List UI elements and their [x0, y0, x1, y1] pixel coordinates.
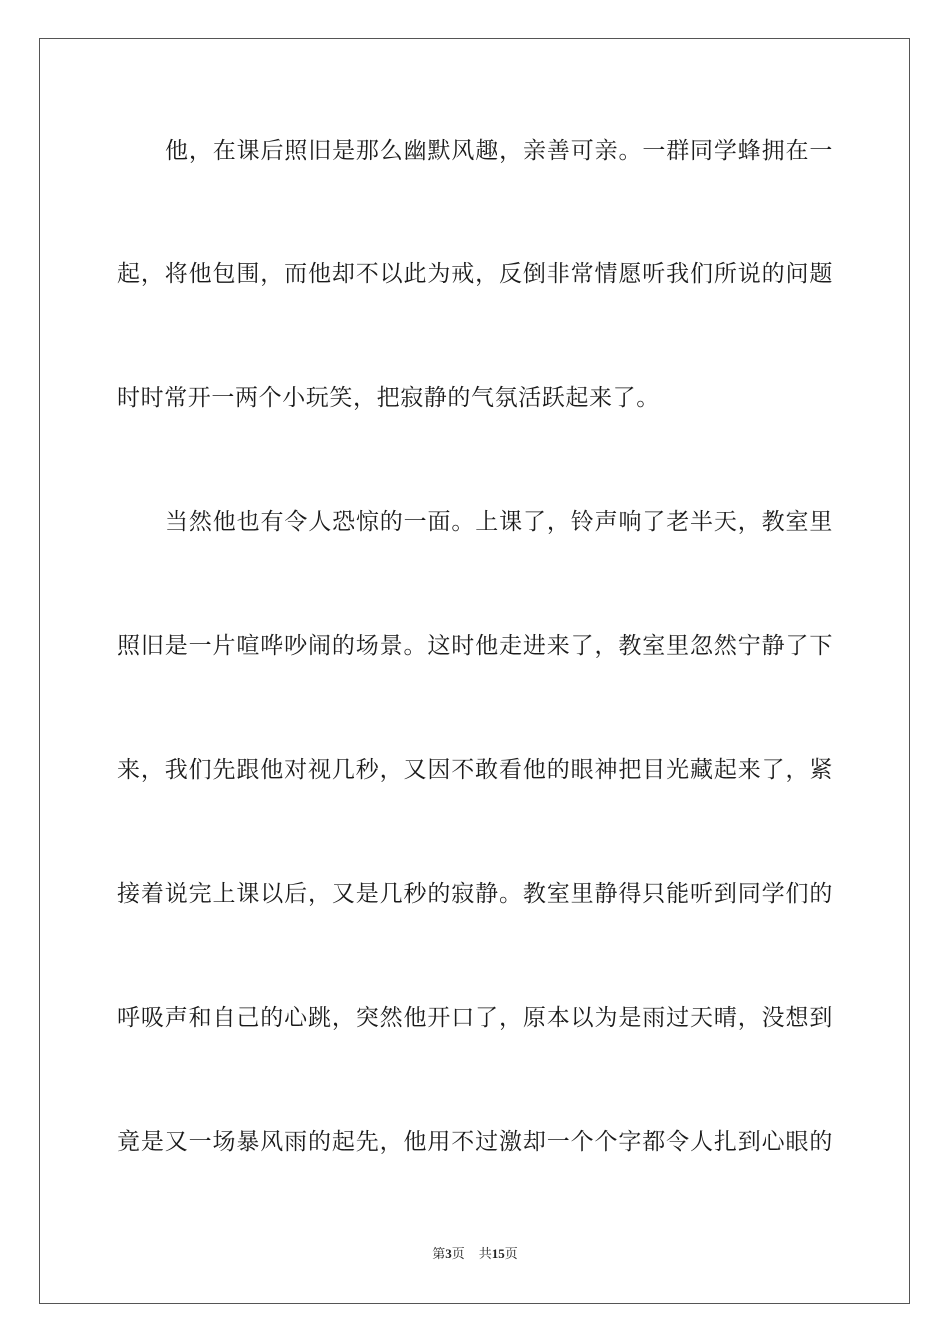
paragraph-1-line-2: 起，将他包围，而他却不以此为戒，反倒非常情愿听我们所说的问题 [117, 261, 833, 287]
total-pages: 15 [491, 1246, 505, 1261]
page-suffix: 页 [451, 1247, 465, 1262]
total-prefix: 共 [478, 1247, 492, 1262]
paragraph-2-line-6: 竟是又一场暴风雨的起先，他用不过激却一个个字都令人扎到心眼的 [117, 1129, 833, 1155]
page-footer [0, 1245, 950, 1264]
paragraph-2-line-5: 呼吸声和自己的心跳，突然他开口了，原本以为是雨过天晴，没想到 [117, 1005, 833, 1031]
paragraph-2-line-1: 当然他也有令人恐惊的一面。上课了，铃声响了老半天，教室里 [165, 509, 833, 535]
paragraph-2-line-3: 来，我们先跟他对视几秒，又因不敢看他的眼神把目光藏起来了，紧 [117, 757, 833, 783]
page-border [39, 38, 910, 1304]
paragraph-2-line-2: 照旧是一片喧哗吵闹的场景。这时他走进来了，教室里忽然宁静了下 [117, 633, 833, 659]
page-prefix: 第 [432, 1247, 446, 1262]
paragraph-1-line-3: 时时常开一两个小玩笑，把寂静的气氛活跃起来了。 [117, 385, 660, 411]
paragraph-2-line-4: 接着说完上课以后，又是几秒的寂静。教室里静得只能听到同学们的 [117, 881, 833, 907]
paragraph-1-line-1: 他，在课后照旧是那么幽默风趣，亲善可亲。一群同学蜂拥在一 [165, 138, 833, 164]
page-number: 3 [445, 1246, 452, 1261]
total-suffix: 页 [504, 1247, 518, 1262]
